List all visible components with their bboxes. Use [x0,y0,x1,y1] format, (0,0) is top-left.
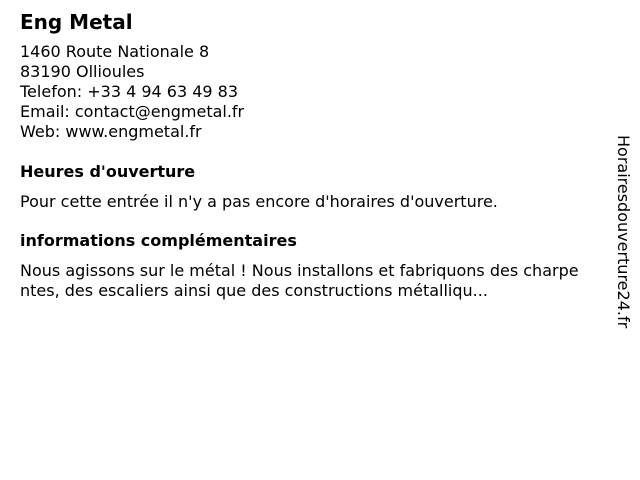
business-card [20,10,590,301]
additional-info-text: Nous agissons sur le métal ! Nous installons et fabriquons des charpentes, des escaliers ainsi que des constructions métalliqu... [20,261,579,300]
contact-block [20,42,590,142]
address-street: 1460 Route Nationale 8 [20,42,210,61]
phone-line: Telefon: +33 4 94 63 49 83 [20,82,239,101]
email-line: Email: contact@engmetal.fr [20,102,245,121]
web-line: Web: www.engmetal.fr [20,122,202,141]
address-city: 83190 Ollioules [20,62,145,81]
opening-hours-text: Pour cette entrée il n'y a pas encore d'horaires d'ouverture. [20,192,498,211]
opening-hours-heading: Heures d'ouverture [20,162,196,181]
business-name: Eng Metal [20,10,133,34]
additional-info-heading: informations complémentaires [20,231,297,250]
site-watermark: Horairesdouverture24.fr [614,135,633,329]
